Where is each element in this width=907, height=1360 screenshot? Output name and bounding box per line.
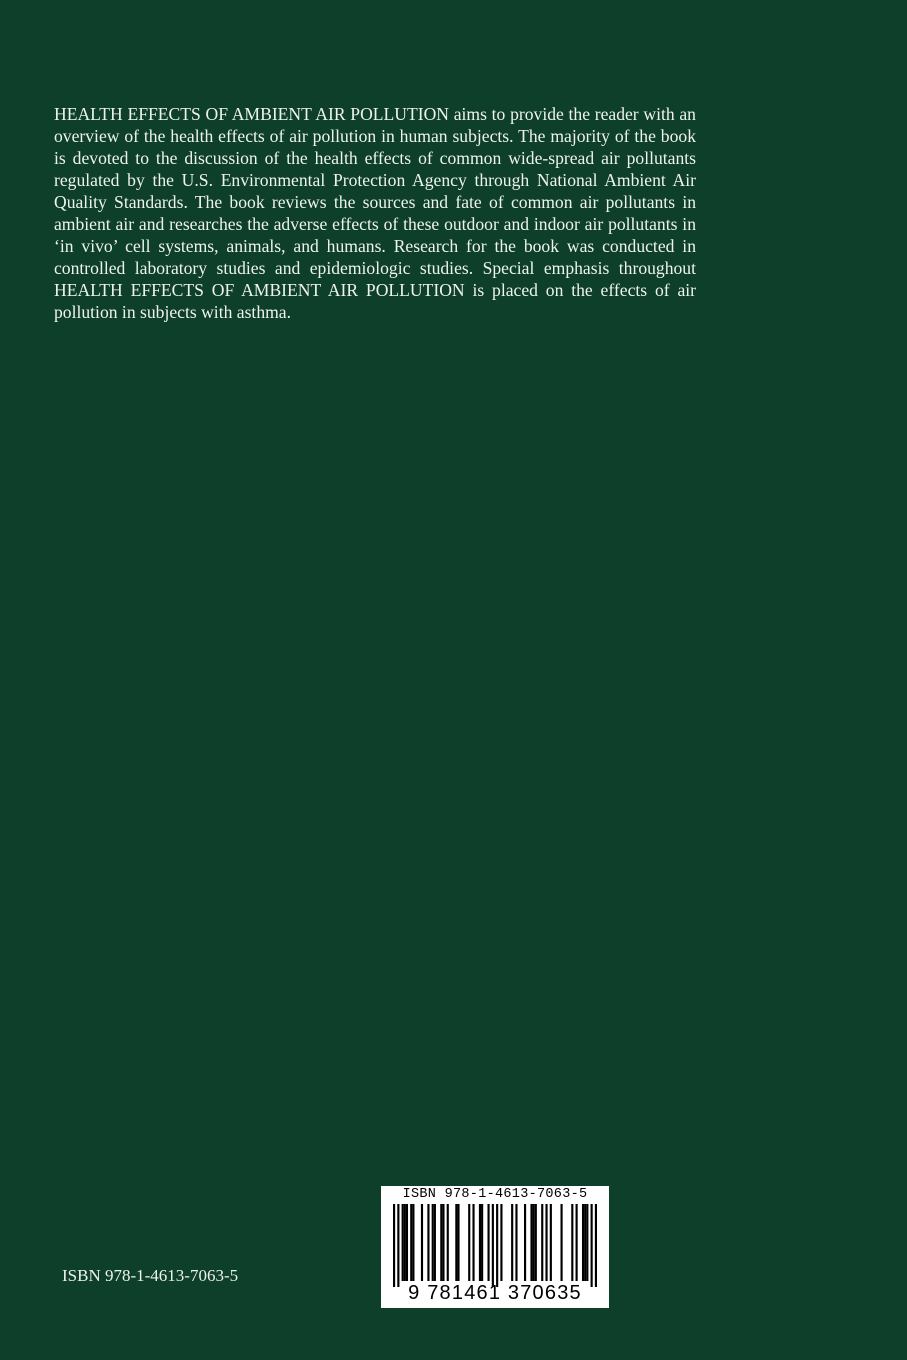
barcode-bar <box>432 1204 434 1281</box>
barcode-bar <box>582 1204 584 1281</box>
barcode-bar <box>511 1204 513 1281</box>
description-text: aims to provide the reader with an overview of the health effects of air pollution in human subjects. The majority of the book is devoted to the discussion of the health effects of common wide-spread air pollutants regulated by the U.S. Environmental Protection Agency through National Ambient Air Quality Standards. The book reviews the sources and fate of common air pollutants in ambient air and researches the adverse effects of these outdoor and indoor air pollutants in ‘in vivo’ cell systems, animals, and humans. Research for the book was conducted in controlled laboratory studies and epidemiologic studies. Special emphasis throughout <box>54 104 696 278</box>
barcode-bar <box>492 1204 494 1287</box>
description-text: is placed on the effects of air pollution in subjects with asthma. <box>54 280 696 322</box>
barcode-bar <box>410 1204 412 1281</box>
barcode-bar <box>591 1204 593 1287</box>
barcode-bar <box>535 1204 537 1281</box>
barcode-bar <box>434 1204 436 1281</box>
barcode <box>381 1186 609 1308</box>
barcode-bar <box>545 1204 547 1281</box>
barcode-bar <box>487 1204 489 1281</box>
barcode-bar <box>560 1204 562 1281</box>
barcode-bar <box>404 1204 406 1281</box>
barcode-bar <box>393 1204 395 1287</box>
barcode-bar <box>412 1204 414 1281</box>
barcode-bar <box>524 1204 526 1281</box>
barcode-bar <box>586 1204 588 1281</box>
barcode-bar <box>533 1204 535 1281</box>
barcode-bar <box>455 1204 457 1281</box>
barcode-bar <box>479 1204 481 1281</box>
barcode-bar <box>397 1204 399 1287</box>
barcode-bar <box>402 1204 404 1281</box>
barcode-bar <box>496 1204 498 1287</box>
barcode-bar <box>576 1204 578 1281</box>
barcode-bar <box>468 1204 470 1281</box>
barcode-digits: 9 781461 370635 <box>408 1282 582 1304</box>
barcode-bar <box>550 1204 552 1281</box>
barcode-bar <box>421 1204 423 1281</box>
book-title-reference: HEALTH EFFECTS OF AMBIENT AIR POLLUTION <box>54 280 465 300</box>
isbn-label: ISBN 978-1-4613-7063-5 <box>62 1266 239 1285</box>
barcode-bar <box>571 1204 573 1281</box>
barcode-isbn-text: ISBN 978-1-4613-7063-5 <box>402 1187 588 1202</box>
barcode-bar <box>541 1204 543 1281</box>
barcode-bar <box>447 1204 449 1281</box>
barcode-bar <box>481 1204 483 1281</box>
description-paragraph <box>54 103 696 323</box>
barcode-bars <box>393 1204 597 1287</box>
barcode-bar <box>584 1204 586 1281</box>
barcode-bar <box>457 1204 459 1281</box>
barcode-bar <box>530 1204 532 1281</box>
barcode-bar <box>515 1204 517 1281</box>
barcode-bar <box>595 1204 597 1287</box>
barcode-bar <box>442 1204 444 1281</box>
book-title-reference: HEALTH EFFECTS OF AMBIENT AIR POLLUTION <box>54 104 450 124</box>
barcode-bar <box>427 1204 429 1281</box>
barcode-bar <box>472 1204 474 1281</box>
barcode-bar <box>440 1204 442 1281</box>
barcode-bar <box>406 1204 408 1281</box>
barcode-bar <box>500 1204 502 1281</box>
